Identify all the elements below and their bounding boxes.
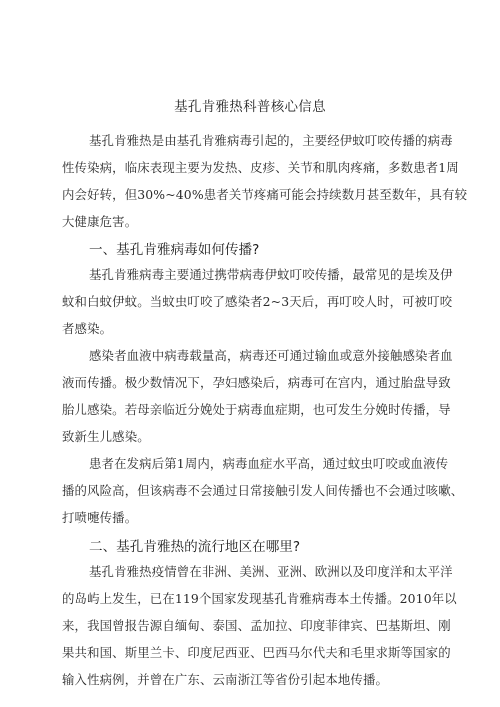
section-heading-transmission: 一、基孔肯雅病毒如何传播?: [89, 242, 260, 258]
paragraph-line: 患者在发病后第1周内，病毒血症水平高，通过蚊虫叮咬或血液传: [89, 456, 449, 471]
paragraph-line: 蚊和白蚊伊蚊。当蚊虫叮咬了感染者2~3天后，再叮咬人时，可被叮咬: [62, 294, 453, 309]
paragraph-line: 打喷嚏传播。: [62, 510, 138, 525]
paragraph-line: 基孔肯雅病毒主要通过携带病毒伊蚊叮咬传播，最常见的是埃及伊: [89, 267, 453, 282]
paragraph-line: 者感染。: [62, 321, 113, 336]
intro-line-4: 大健康危害。: [62, 214, 138, 229]
paragraph-line: 基孔肯雅热疫情曾在非洲、美洲、亚洲、欧洲以及印度洋和太平洋: [89, 564, 453, 579]
page-title: 基孔肯雅热科普核心信息: [174, 99, 326, 115]
paragraph-line: 胎儿感染。若母亲临近分娩处于病毒血症期，也可发生分娩时传播，导: [62, 402, 451, 417]
paragraph-line: 致新生儿感染。: [62, 429, 150, 444]
paragraph-line: 播的风险高，但该病毒不会通过日常接触引发人间传播也不会通过咳嗽、: [62, 483, 464, 498]
paragraph-line: 感染者血液中病毒载量高，病毒还可通过输血或意外接触感染者血: [89, 348, 453, 363]
intro-line-3: 内会好转，但30%~40%患者关节疼痛可能会持续数月甚至数年，具有较: [62, 187, 468, 202]
section-heading-epidemic-areas: 二、基孔肯雅热的流行地区在哪里?: [89, 539, 301, 555]
paragraph-line: 来，我国曾报告源自缅甸、泰国、孟加拉、印度菲律宾、巴基斯坦、刚: [62, 618, 451, 633]
paragraph-line: 的岛屿上发生，已在119个国家发现基孔肯雅病毒本土传播。2010年以: [62, 591, 457, 606]
intro-line-1: 基孔肯雅热是由基孔肯雅病毒引起的，主要经伊蚊叮咬传播的病毒: [89, 133, 453, 148]
intro-line-2: 性传染病，临床表现主要为发热、皮疹、关节和肌肉疼痛，多数患者1周: [62, 160, 459, 175]
paragraph-line: 输入性病例，并曾在广东、云南浙江等省份引起本地传播。: [62, 672, 389, 687]
paragraph-line: 液而传播。极少数情况下，孕妇感染后，病毒可在宫内，通过胎盘导致: [62, 375, 451, 390]
paragraph-line: 果共和国、斯里兰卡、印度尼西亚、巴西马尔代夫和毛里求斯等国家的: [62, 645, 451, 660]
